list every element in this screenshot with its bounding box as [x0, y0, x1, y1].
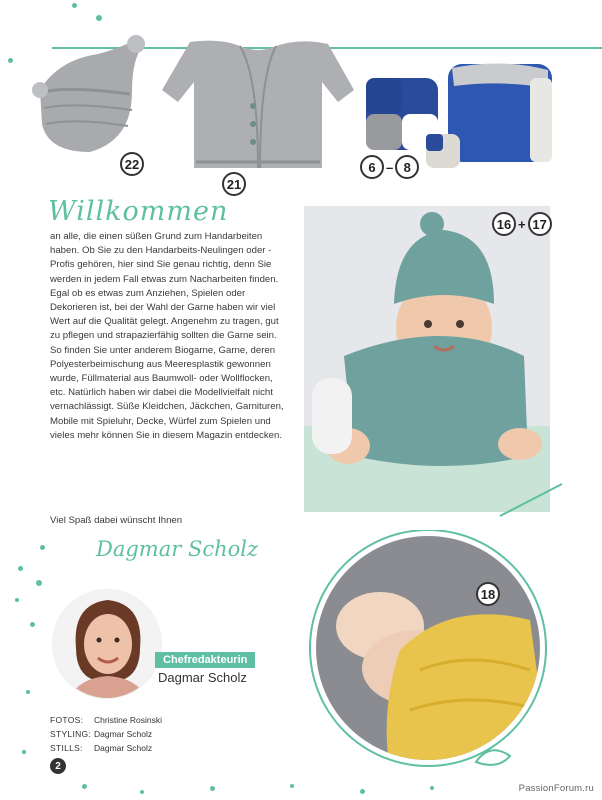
decor-dot — [96, 15, 102, 21]
hat-number-badge: 22 — [120, 152, 144, 176]
decor-dot — [40, 545, 45, 550]
poncho-plus-sign: + — [518, 216, 526, 232]
decor-dot — [82, 784, 87, 789]
baby-poncho-photo — [304, 206, 550, 512]
watermark-text: PassionForum.ru — [518, 783, 594, 794]
decor-dot — [18, 566, 23, 571]
decor-dot — [290, 784, 294, 788]
credit-row — [50, 713, 162, 727]
poncho-number-b-badge: 17 — [528, 212, 552, 236]
editor-signature: Dagmar Scholz — [96, 537, 259, 561]
cubes-number-from-badge: 6 — [360, 155, 384, 179]
decor-dot — [30, 622, 35, 627]
credit-row — [50, 727, 162, 741]
jacket-number-badge: 21 — [222, 172, 246, 196]
poncho-number-pair — [492, 212, 552, 236]
decor-dot — [140, 790, 144, 794]
baby-blanket-photo — [300, 530, 556, 770]
article-closing: Viel Spaß dabei wünscht Ihnen — [50, 515, 183, 526]
editor-portrait — [48, 588, 166, 700]
decor-dot — [36, 580, 42, 586]
blanket-number-badge: 18 — [476, 582, 500, 606]
cubes-number-range — [360, 155, 419, 179]
credit-value: Dagmar Scholz — [94, 743, 153, 753]
page-number: 2 — [50, 758, 66, 774]
poncho-number-a-badge: 16 — [492, 212, 516, 236]
decor-stroke — [496, 480, 566, 520]
decor-dot — [430, 786, 434, 790]
article-body: an alle, die einen süßen Grund zum Handarbeiten haben. Ob Sie zu den Handarbeits-Neulingen oder -Profis gehören, hier sind Sie genau richtig, denn Sie werden in jedem Fall etwas zum Nacharbeiten finden. Egal ob es etwas zum Anziehen, Spielen oder Dekorieren ist, bei der Wahl der Garne haben wir viel Wert auf die Qualität gelegt. Angenehm zu tragen, gut zu pflegen und strapazierfähig sollten die Garne sein. So finden Sie unter anderem Biogarne, Garne, deren Polyesterbeimischung aus Meeresplastik gewonnen wurde, Füllmaterial aus Baumwoll- oder Wollflocken, etc. Natürlich haben wir dabei die Modellvielfalt nicht vernachlässigt. Süße Kleidchen, Jäckchen, Garnituren, Mobile mit Spieluhr, Decke, Würfel zum Spielen und vieles mehr können Sie in diesem Magazin entdecken. — [50, 231, 284, 441]
credit-row — [50, 741, 162, 755]
decor-dot — [15, 598, 19, 602]
editor-role-tag: Chefredakteurin — [155, 652, 255, 668]
knitted-hat-photo — [28, 32, 154, 158]
photo-credits — [50, 713, 162, 755]
editor-name: Dagmar Scholz — [158, 670, 247, 685]
decor-dot — [26, 690, 30, 694]
credit-value: Dagmar Scholz — [94, 729, 153, 739]
decor-dot — [210, 786, 215, 791]
decor-dot — [72, 3, 77, 8]
credit-label: STILLS: — [50, 743, 83, 753]
decor-dot — [22, 750, 26, 754]
cubes-number-to-badge: 8 — [395, 155, 419, 179]
article-title: Willkommen — [48, 196, 229, 227]
knitted-jacket-photo — [160, 36, 356, 176]
decor-dot — [8, 58, 13, 63]
credit-label: FOTOS: — [50, 715, 84, 725]
cubes-range-dash: – — [386, 159, 394, 175]
decor-dot — [360, 789, 365, 794]
credit-value: Christine Rosinski — [94, 715, 163, 725]
credit-label: STYLING: — [50, 729, 92, 739]
